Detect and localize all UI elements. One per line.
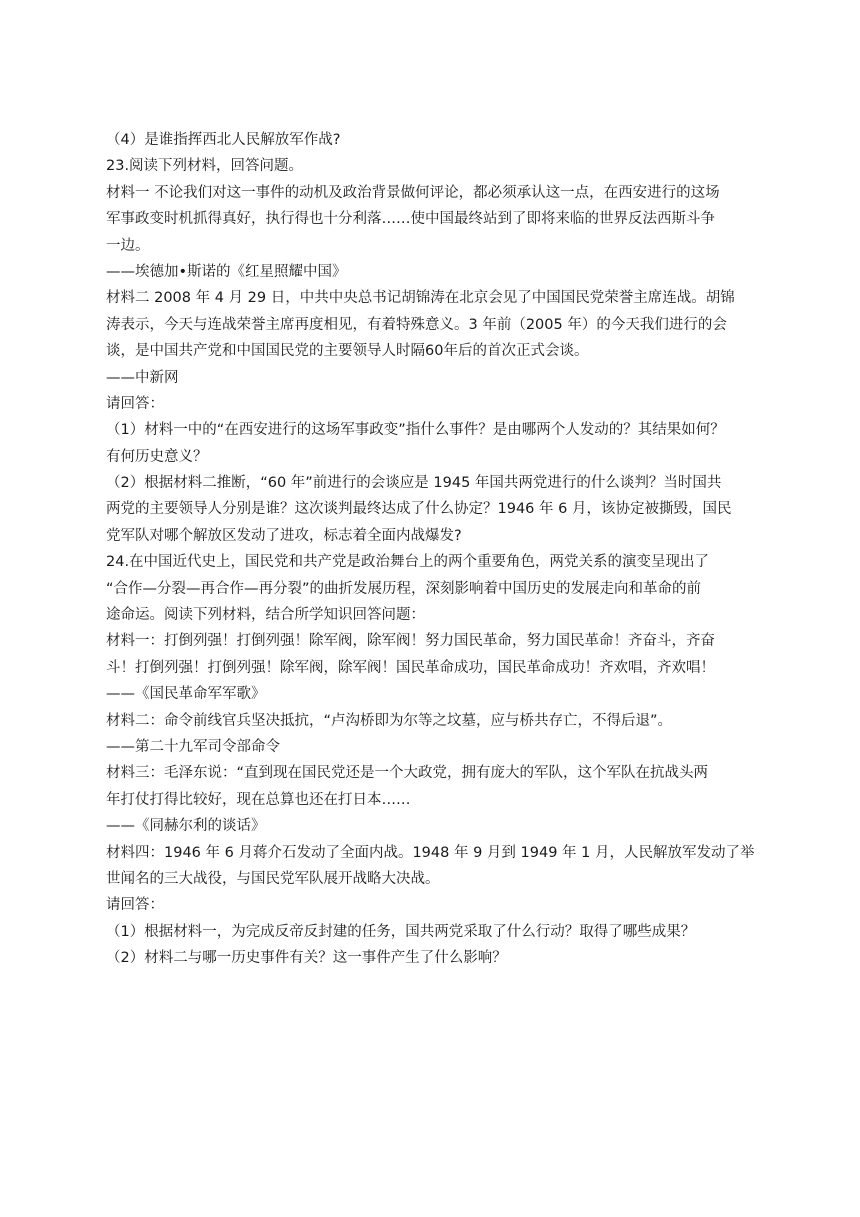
material-1-text-line-3: 一边。	[106, 237, 150, 254]
q24-material-1-line-1: 材料一：打倒列强！打倒列强！除军阀，除军阀！努力国民革命，努力国民革命！齐奋斗，齐奋	[106, 633, 715, 650]
question-4-line: （4）是谁指挥西北人民解放军作战?	[106, 132, 341, 148]
question-24-line-3: 途命运。阅读下列材料，结合所学知识回答问题：	[106, 607, 425, 624]
answer-prompt: 请回答：	[106, 395, 164, 412]
document-body	[106, 127, 772, 972]
material-2-text-line-1: 材料二 2008 年 4 月 29 日，中共中央总书记胡锦涛在北京会见了中国国民党荣誉主席连战。胡锦	[106, 290, 735, 307]
material-2-text-line-3: 谈，是中国共产党和中国国民党的主要领导人时隔60年后的首次正式会谈。	[106, 343, 589, 360]
q24-material-2-source: ——第二十九军司令部命令	[106, 738, 280, 755]
q24-material-3-line-2: 年打仗打得比较好，现在总算也还在打日本……	[106, 791, 411, 808]
question-24-line-2: “合作—分裂—再合作—再分裂”的曲折发展历程，深刻影响着中国历史的发展走向和革命的前	[106, 580, 702, 597]
sub-question-2-line-2: 两党的主要领导人分别是谁？这次谈判最终达成了什么协定？1946 年 6 月，该协定被撕毁，国民	[106, 501, 732, 518]
q24-answer-prompt: 请回答：	[106, 897, 164, 914]
material-1-text-line-1: 材料一 不论我们对这一事件的动机及政治背景做何评论，都必须承认这一点，在西安进行的这场	[106, 184, 720, 201]
q24-material-4-line-1: 材料四：1946 年 6 月蒋介石发动了全面内战。1948 年 9 月到 1949 年 1 月，人民解放军发动了举	[106, 844, 755, 861]
q24-sub-question-2: （2）材料二与哪一历史事件有关？这一事件产生了什么影响？	[106, 950, 507, 967]
q24-material-1-line-2: 斗！打倒列强！打倒列强！除军阀，除军阀！国民革命成功，国民革命成功！齐欢唱，齐欢唱！	[106, 659, 715, 676]
material-2-source: ——中新网	[106, 369, 179, 386]
sub-question-2-line-1: （2）根据材料二推断，“60 年”前进行的会谈应是 1945 年国共两党进行的什么谈判？当时国共	[106, 475, 722, 492]
q24-material-1-source: ——《国民革命军军歌》	[106, 686, 266, 703]
material-2-text-line-2: 涛表示，今天与连战荣誉主席再度相见，有着特殊意义。3 年前（2005 年）的今天我们进行的会	[106, 316, 727, 333]
q24-material-3-line-1: 材料三：毛泽东说：“直到现在国民党还是一个大政党，拥有庞大的军队，这个军队在抗战头两	[106, 765, 709, 782]
sub-question-1-line-2: 有何历史意义？	[106, 448, 208, 465]
q24-material-3-source: ——《同赫尔利的谈话》	[106, 818, 266, 835]
q24-material-4-line-2: 世闻名的三大战役，与国民党军队展开战略大决战。	[106, 870, 440, 887]
sub-question-2-line-3: 党军队对哪个解放区发动了进攻，标志着全面内战爆发?	[106, 527, 462, 544]
sub-question-1-line-1: （1）材料一中的“在西安进行的这场军事政变”指什么事件？是由哪两个人发动的？其结果如何？	[106, 422, 725, 439]
material-1-source: ——埃德加•斯诺的《红星照耀中国》	[106, 263, 347, 280]
q24-material-2-line: 材料二：命令前线官兵坚决抵抗，“卢沟桥即为尔等之坟墓，应与桥共存亡，不得后退”。	[106, 712, 673, 729]
question-23-heading: 23.阅读下列材料，回答问题。	[106, 158, 304, 175]
question-24-line-1: 24.在中国近代史上，国民党和共产党是政治舞台上的两个重要角色，两党关系的演变呈现出了	[106, 554, 710, 571]
material-1-text-line-2: 军事政变时机抓得真好，执行得也十分利落……使中国最终站到了即将来临的世界反法西斯斗争	[106, 211, 715, 228]
q24-sub-question-1: （1）根据材料一，为完成反帝反封建的任务，国共两党采取了什么行动？取得了哪些成果？	[106, 923, 696, 940]
